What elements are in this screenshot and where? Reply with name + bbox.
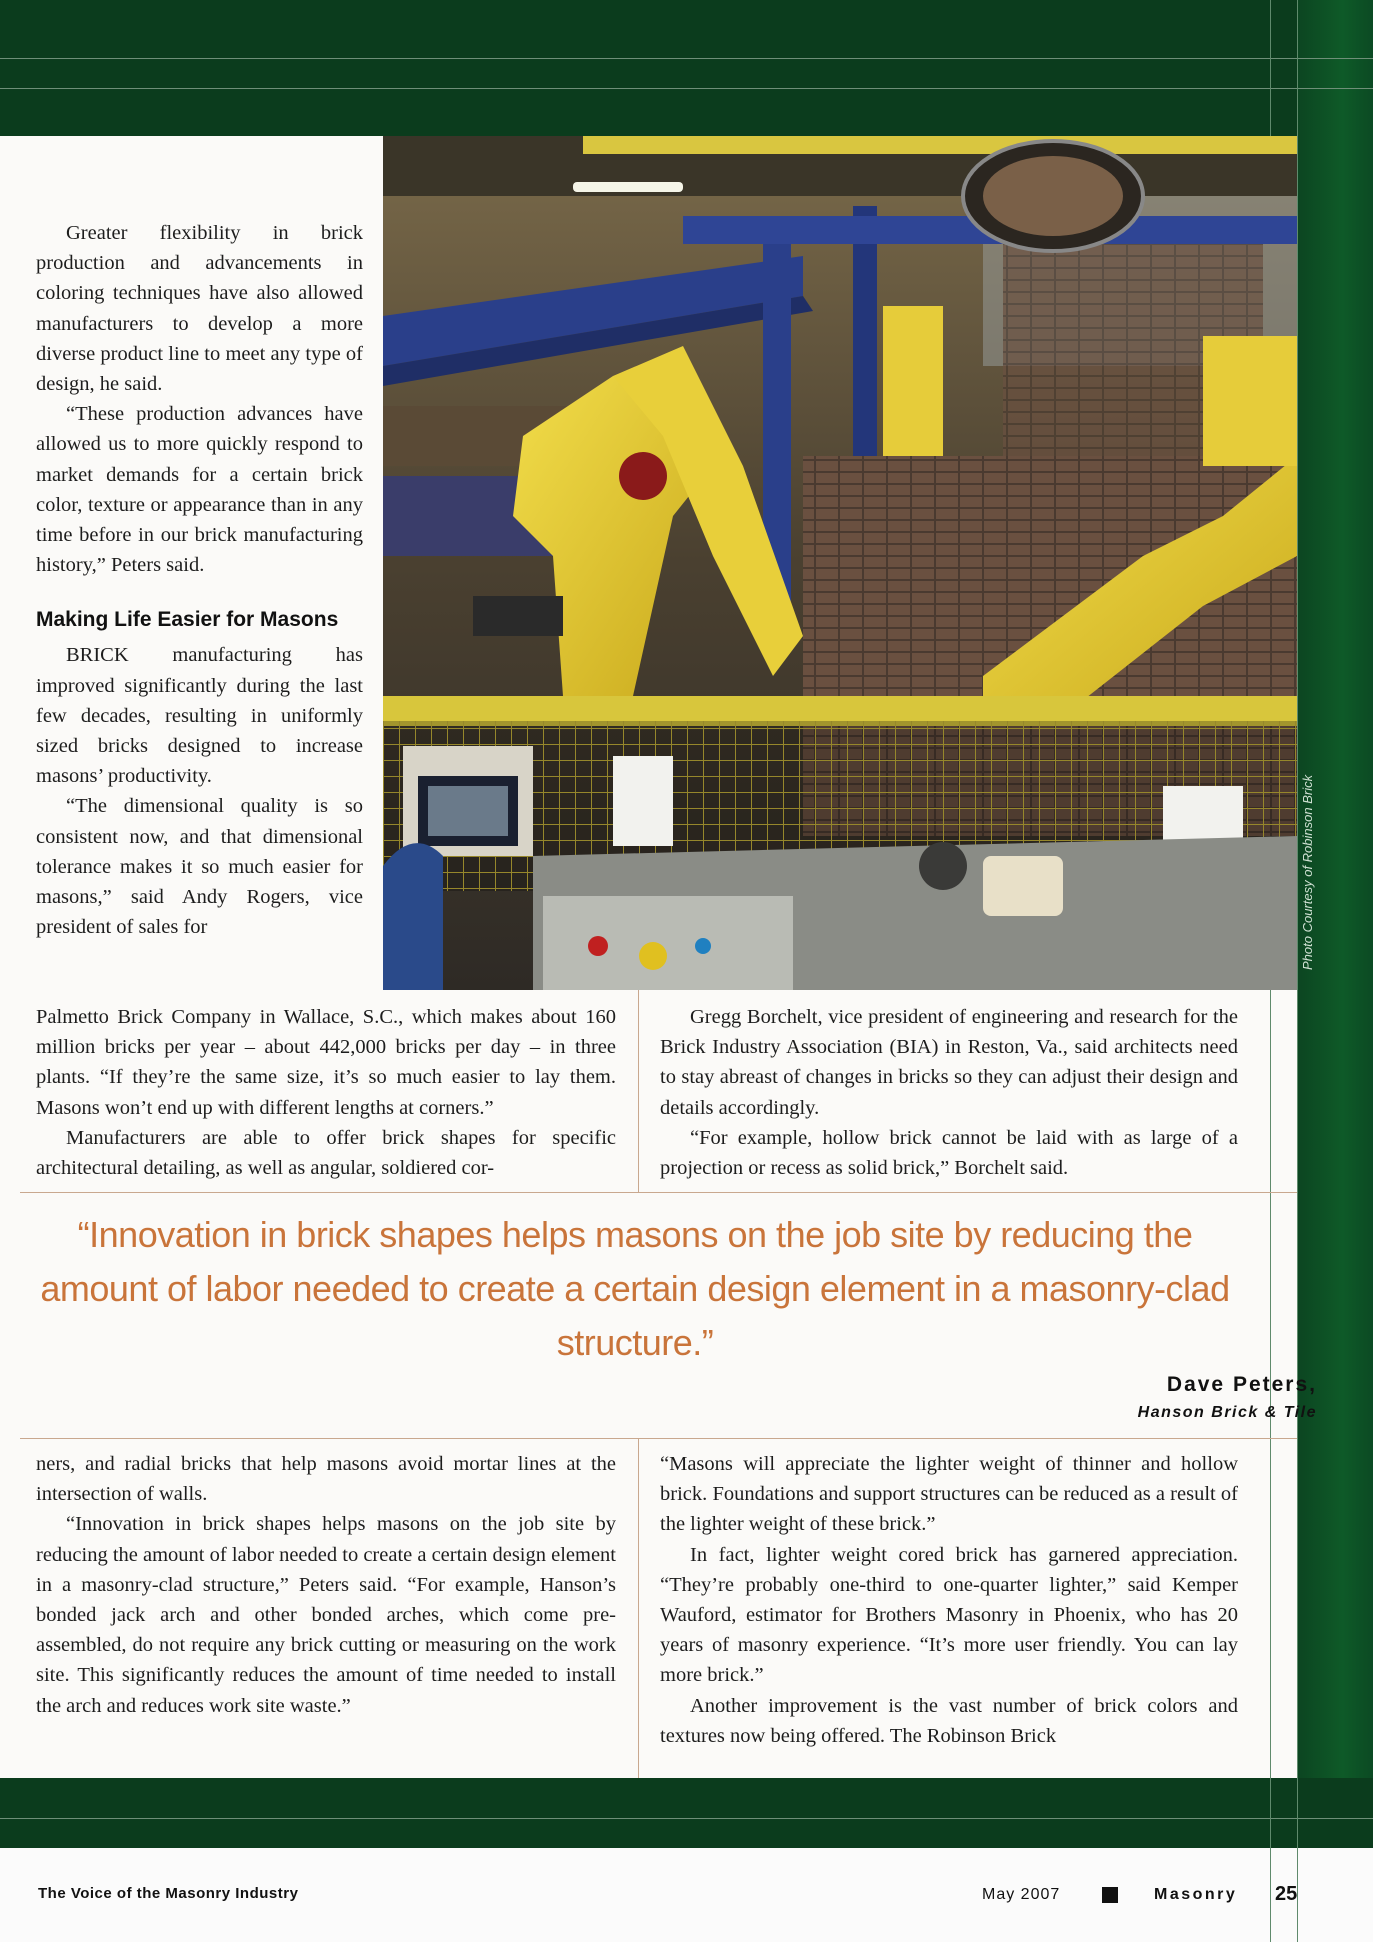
paragraph: “These production advances have allowed us to more quickly respond to market demands for a certain brick color, texture or appearance than in any time before in our brick manufacturing history,” Peters said. <box>36 403 363 577</box>
quote-top-rule <box>20 1192 1297 1193</box>
paragraph: Palmetto Brick Company in Wallace, S.C., which makes about 160 million bricks per year – about 442,000 bricks per day – in three plants. “If they’re the same size, it’s so much easier to lay them. Masons won’t end up with different lengths at corners.” <box>36 1006 616 1119</box>
factory-robot-illustration <box>383 136 1297 990</box>
paragraph <box>36 640 363 791</box>
paragraph-text: manufacturing has improved significantly during the last few decades, resulting in uniformly sized bricks designed to increase masons’ productivity. <box>36 644 363 788</box>
paragraph: “Innovation in brick shapes helps masons on the job site by reducing the amount of labor needed to create a certain design element in a masonry-clad structure,” Peters said. “For example, Hanson’s bonded jack arch and other bonded arches, which come pre-assembled, do not require any brick cutting or measuring on the work site. This significantly reduces the amount of time needed to install the arch and reduces work site waste.” <box>36 1513 617 1717</box>
top-green-band <box>0 0 1373 136</box>
paragraph: Manufacturers are able to offer brick shapes for specific architectural detailing, as well as angular, soldiered cor- <box>36 1126 616 1180</box>
footer-date: May 2007 <box>982 1886 1061 1903</box>
drop-word: BRICK <box>66 644 129 667</box>
pull-quote: “Innovation in brick shapes helps masons on the job site by reducing the amount of labor needed to create a certain design element in a masonry-clad structure.” <box>40 1214 1230 1363</box>
quote-bottom-rule <box>20 1438 1297 1439</box>
photo-credit: Photo Courtesy of Robinson Brick <box>1300 774 1315 970</box>
column-right-mid <box>660 1002 1238 1183</box>
column-left-mid <box>36 1002 616 1183</box>
crop-guide <box>0 1818 1373 1819</box>
factory-robot-photo <box>383 136 1297 990</box>
column-right-bottom <box>660 1449 1238 1751</box>
column-left-bottom <box>36 1449 616 1721</box>
column-left-top <box>36 218 363 942</box>
paragraph: Gregg Borchelt, vice president of engineering and research for the Brick Industry Association (BIA) in Reston, Va., said architects need to stay abreast of changes in bricks so they can adjust their design and details accordingly. <box>660 1006 1238 1119</box>
paragraph: In fact, lighter weight cored brick has garnered appreciation. “They’re probably one-third to one-quarter lighter,” said Kemper Wauford, estimator for Brothers Masonry in Phoenix, who has 20 years of masonry experience. “It’s more user friendly. You can lay more brick.” <box>660 1543 1238 1687</box>
paragraph: Greater flexibility in brick production and advancements in coloring techniques have also allowed manufacturers to develop a more diverse product line to meet any type of design, he said. <box>36 222 363 396</box>
crop-guide <box>0 58 1373 59</box>
paragraph: Another improvement is the vast number of brick colors and textures now being offered. The Robinson Brick <box>660 1694 1238 1747</box>
column-divider <box>638 990 639 1192</box>
paragraph: “For example, hollow brick cannot be laid with as large of a projection or recess as solid brick,” Borchelt said. <box>660 1126 1238 1180</box>
footer-tagline: The Voice of the Masonry Industry <box>38 1885 299 1902</box>
crop-guide <box>1297 0 1298 1942</box>
section-heading: Making Life Easier for Masons <box>36 608 339 632</box>
right-green-band <box>1297 0 1373 1942</box>
column-divider <box>638 1438 639 1778</box>
square-bullet-icon <box>1102 1887 1118 1903</box>
paragraph: “Masons will appreciate the lighter weight of thinner and hollow brick. Foundations and support structures can be reduced as a result of the lighter weight of these brick.” <box>660 1453 1238 1536</box>
page-number: 25 <box>1275 1883 1298 1905</box>
crop-guide <box>0 88 1373 89</box>
paragraph: ners, and radial bricks that help masons avoid mortar lines at the intersection of walls. <box>36 1453 616 1506</box>
paragraph: “The dimensional quality is so consistent now, and that dimensional tolerance makes it so much easier for masons,” said Andy Rogers, vice president of sales for <box>36 795 363 939</box>
quote-attribution-company: Hanson Brick & Tile <box>1137 1404 1317 1421</box>
bottom-green-band <box>0 1778 1373 1848</box>
quote-attribution-name: Dave Peters, <box>1166 1373 1317 1396</box>
footer-magazine-name: Masonry <box>1154 1886 1238 1903</box>
